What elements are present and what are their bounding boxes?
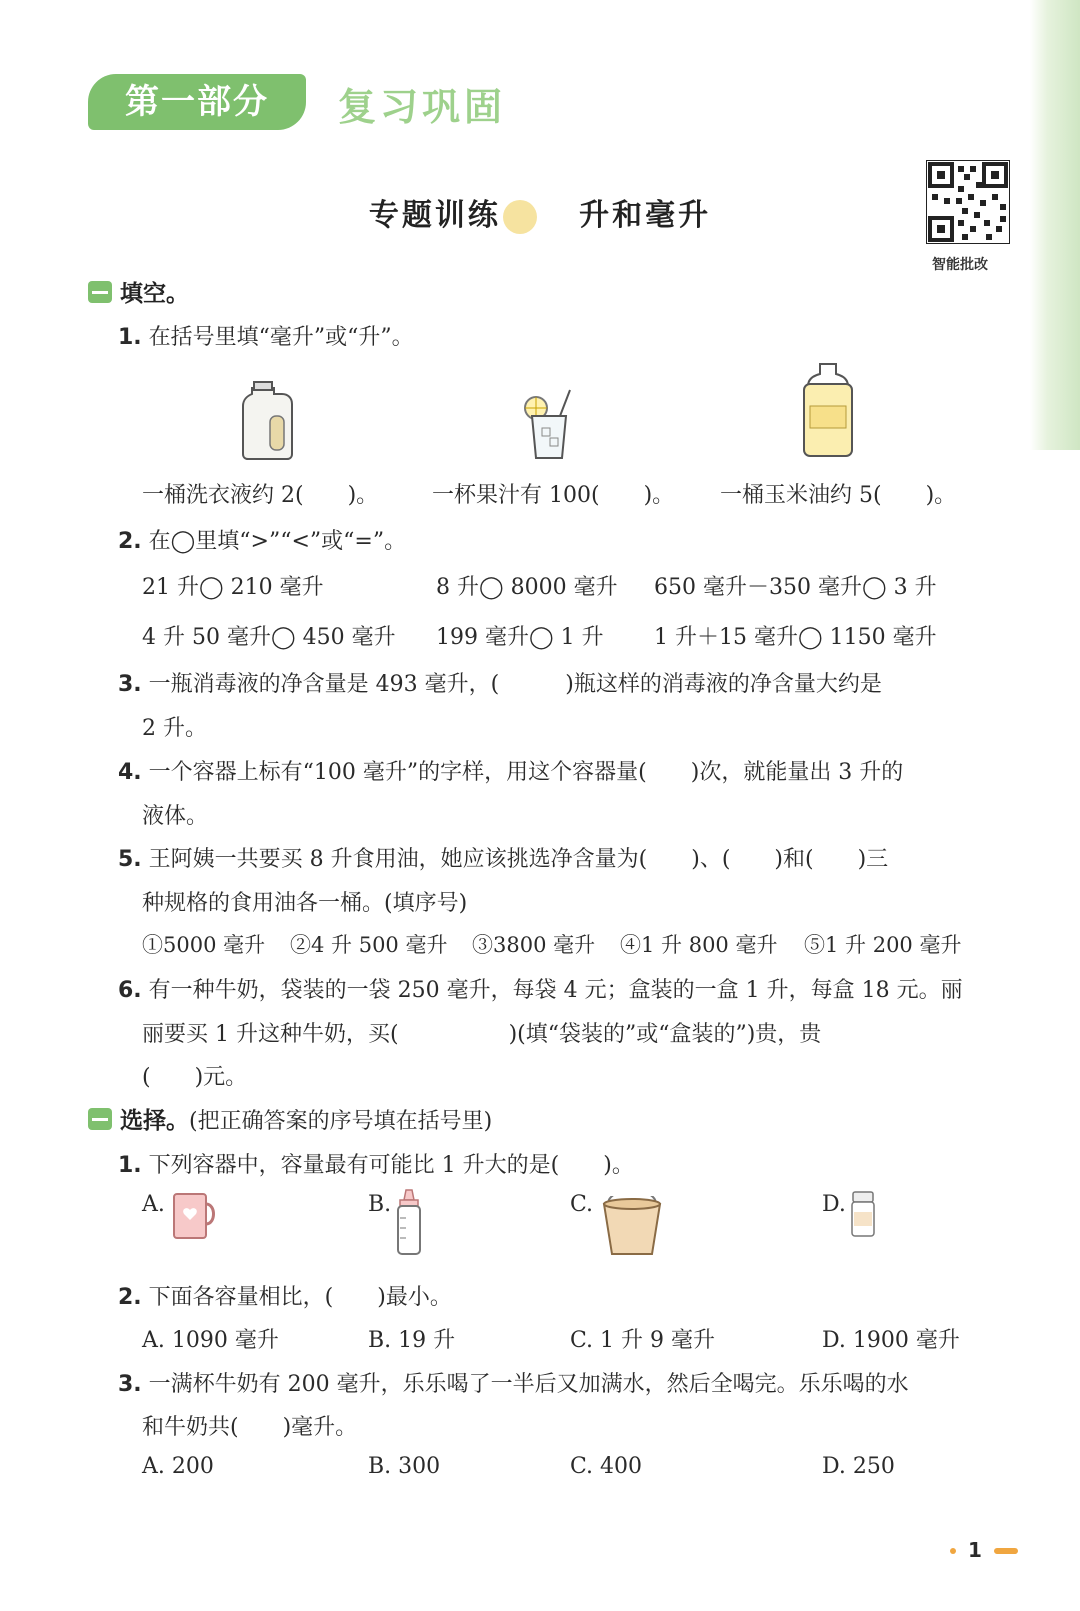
q5-line2: 种规格的食用油各一桶。(填序号) [142, 891, 468, 916]
section-1-icon [88, 281, 112, 303]
bucket-icon [600, 1196, 664, 1258]
q-text: 有一种牛奶，袋装的一袋 250 毫升，每袋 4 元；盒装的一盒 1 升，每盒 18 元。丽 [148, 978, 963, 1003]
q1-6 [118, 973, 963, 1004]
q-number: 1. [118, 325, 142, 350]
q1-1 [118, 320, 414, 351]
q2-3-option-d: D. 250 [822, 1454, 895, 1479]
q5-option-2: ②4 升 500 毫升 [290, 933, 448, 957]
lesson-number-marker [503, 200, 537, 234]
q-text: 在括号里填“毫升”或“升”。 [148, 325, 414, 350]
section-2-heading [120, 1102, 492, 1135]
part-title: 复习巩固 [338, 85, 507, 129]
q-number: 2. [118, 529, 142, 554]
q-text: 王阿姨一共要买 8 升食用油，她应该挑选净含量为( )、( )和( )三 [148, 847, 889, 872]
q5-option-1: ①5000 毫升 [142, 933, 266, 957]
baby-bottle-icon [394, 1188, 424, 1258]
option-b-label: B. [368, 1192, 392, 1217]
option-d-label: D. [822, 1192, 846, 1217]
part-badge: 第一部分 [88, 74, 306, 130]
q2-row1-item3: 650 毫升－350 毫升◯ 3 升 [654, 575, 937, 600]
q2-2-option-b: B. 19 升 [368, 1328, 456, 1353]
section-1-title: 填空。 [120, 281, 189, 307]
lesson-title [0, 190, 1080, 234]
section-2-title: 选择。 [120, 1108, 189, 1134]
q2-3 [118, 1367, 909, 1398]
q5-option-5: ⑤1 升 200 毫升 [804, 933, 962, 957]
q2-3-option-b: B. 300 [368, 1454, 441, 1479]
oil-bottle-icon [800, 362, 856, 460]
q-number: 2. [118, 1285, 142, 1310]
q2-1 [118, 1148, 634, 1179]
q-text: 下面各容量相比，( )最小。 [148, 1285, 452, 1310]
qr-label: 智能批改 [932, 257, 988, 273]
q-text: 在◯里填“>”“<”或“=”。 [148, 529, 407, 554]
q1-item-1: 一桶洗衣液约 2( )。 [142, 483, 379, 508]
option-c-label: C. [570, 1192, 594, 1217]
q1-5 [118, 842, 888, 873]
q2-row1-item2: 8 升◯ 8000 毫升 [436, 575, 618, 600]
q-number: 6. [118, 978, 142, 1003]
page-number: 1 [968, 1538, 982, 1562]
q2-2-option-a: A. 1090 毫升 [142, 1328, 279, 1353]
q5-option-4: ④1 升 800 毫升 [620, 933, 778, 957]
mug-icon [170, 1190, 218, 1242]
option-a-label: A. [142, 1192, 165, 1217]
q1-2 [118, 524, 406, 555]
q2-3-option-c: C. 400 [570, 1454, 643, 1479]
q2-row2-item2: 199 毫升◯ 1 升 [436, 625, 604, 650]
q2-2-option-c: C. 1 升 9 毫升 [570, 1328, 716, 1353]
q6-line3: ( )元。 [142, 1065, 248, 1090]
q2-row2-item3: 1 升＋15 毫升◯ 1150 毫升 [654, 625, 937, 650]
juice-glass-icon [520, 388, 580, 462]
q1-4 [118, 755, 903, 786]
q4-line2: 液体。 [142, 804, 209, 829]
lesson-name: 升和毫升 [579, 198, 712, 233]
q1-item-2: 一杯果汁有 100( )。 [432, 483, 675, 508]
q-number: 3. [118, 672, 142, 697]
section-2-icon [88, 1108, 112, 1130]
q3-line2: 2 升。 [142, 716, 207, 741]
q2-row1-item1: 21 升◯ 210 毫升 [142, 575, 324, 600]
q-number: 1. [118, 1153, 142, 1178]
small-jar-icon [850, 1190, 876, 1238]
q1-item-3: 一桶玉米油约 5( )。 [720, 483, 957, 508]
q5-option-3: ③3800 毫升 [472, 933, 596, 957]
q-text: 一瓶消毒液的净含量是 493 毫升，( )瓶这样的消毒液的净含量大约是 [148, 672, 882, 697]
q1-3 [118, 667, 882, 698]
q-number: 4. [118, 760, 142, 785]
q-text: 一满杯牛奶有 200 毫升，乐乐喝了一半后又加满水，然后全喝完。乐乐喝的水 [148, 1372, 909, 1397]
q2-2 [118, 1280, 452, 1311]
q-text: 下列容器中，容量最有可能比 1 升大的是( )。 [148, 1153, 634, 1178]
q-text: 一个容器上标有“100 毫升”的字样，用这个容器量( )次，就能量出 3 升的 [148, 760, 904, 785]
page-dot [950, 1548, 956, 1554]
q2-row2-item1: 4 升 50 毫升◯ 450 毫升 [142, 625, 396, 650]
laundry-jug-icon [238, 380, 302, 460]
q2-3-line2: 和牛奶共( )毫升。 [142, 1415, 358, 1440]
q2-2-option-d: D. 1900 毫升 [822, 1328, 960, 1353]
q-number: 3. [118, 1372, 142, 1397]
section-2-note: (把正确答案的序号填在括号里) [189, 1109, 493, 1134]
q6-line2: 丽要买 1 升这种牛奶，买( )(填“袋装的”或“盒装的”)贵，贵 [142, 1022, 822, 1047]
q-number: 5. [118, 847, 142, 872]
lesson-prefix: 专题训练 [368, 198, 501, 233]
qr-code[interactable] [926, 160, 1010, 244]
q2-3-option-a: A. 200 [142, 1454, 214, 1479]
page-dash [994, 1548, 1018, 1554]
